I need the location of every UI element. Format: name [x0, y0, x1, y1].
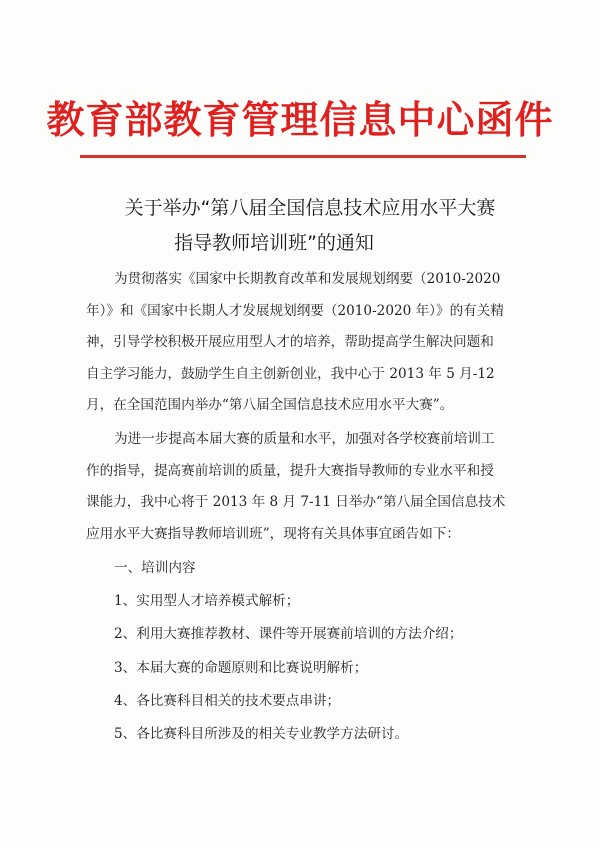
notice-title-line-2: 指导教师培训班”的通知: [174, 232, 374, 254]
letterhead-title: 教育部教育管理信息中心函件: [46, 97, 554, 142]
red-divider-rule: [80, 155, 526, 158]
paragraph-1-line: 为贯彻落实《国家中长期教育改革和发展规划纲要（2010-2020: [114, 271, 501, 287]
list-item: 5、各比赛科目所涉及的相关专业教学方法研讨。: [114, 725, 409, 742]
paragraph-1-line: 月，在全国范围内举办“第八届全国信息技术应用水平大赛”。: [86, 397, 454, 414]
training-content-list: [114, 552, 463, 751]
paragraph-2: [86, 424, 516, 550]
list-item: 2、利用大赛推荐教材、课件等开展赛前培训的方法介绍；: [114, 626, 463, 643]
paragraph-2-line: 课能力，我中心将于 2013 年 8 月 7-11 日举办“第八届全国信息技术: [86, 494, 506, 511]
list-item: 3、本届大赛的命题原则和比赛说明解析；: [114, 659, 368, 676]
section-heading: 一、培训内容: [114, 560, 196, 576]
paragraph-1-line: 自主学习能力，鼓励学生自主创新创业，我中心于 2013 年 5 月-12: [86, 365, 495, 382]
paragraph-2-line: 应用水平大赛指导教师培训班”，现将有关具体事宜函告如下：: [86, 525, 460, 542]
notice-title-line-1: 关于举办“第八届全国信息技术应用水平大赛: [124, 197, 496, 219]
paragraph-2-line: 作的指导，提高赛前培训的质量，提升大赛指导教师的专业水平和授: [86, 462, 494, 479]
list-item: 1、实用型人才培养模式解析；: [114, 593, 300, 610]
paragraph-1-line: 神，引导学校积极开展应用型人才的培养，帮助提高学生解决问题和: [86, 334, 494, 351]
paragraph-1-line: 年）》和《国家中长期人才发展规划纲要（2010-2020 年）》的有关精: [86, 302, 504, 319]
list-item: 4、各比赛科目相关的技术要点串讲；: [114, 692, 341, 709]
paragraph-1: [86, 264, 516, 422]
paragraph-2-line: 为进一步提高本届大赛的质量和水平，加强对各学校赛前培训工: [114, 431, 495, 447]
